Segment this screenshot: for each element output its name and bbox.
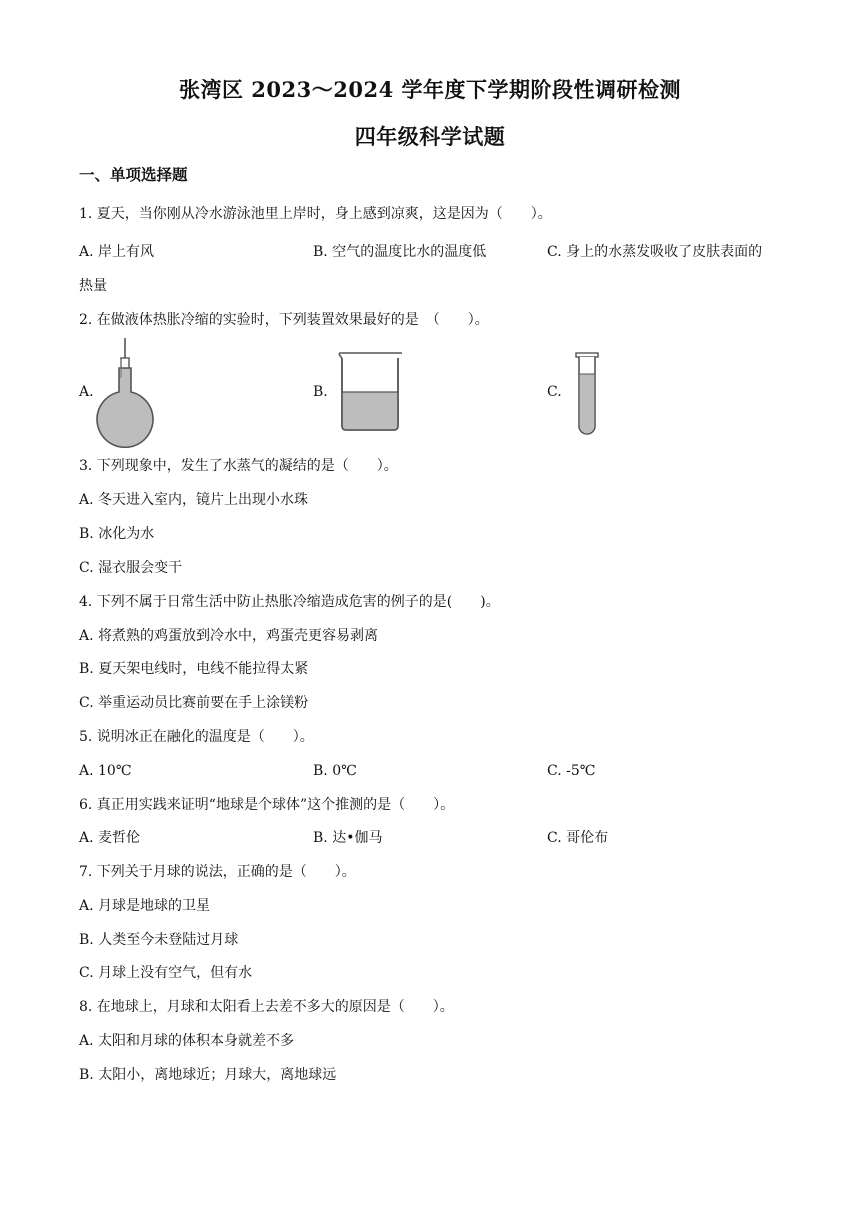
q4-option-b: B. 夏天架电线时，电线不能拉得太紧	[79, 661, 309, 677]
q6-option-a: A. 麦哲伦	[79, 830, 141, 846]
q3-option-c: C. 湿衣服会变干	[79, 560, 183, 576]
round-flask-with-tube-icon	[96, 338, 162, 448]
q5-option-c: C. -5℃	[547, 763, 596, 779]
exam-title: 张湾区 2023～2024 学年度下学期阶段性调研检测	[178, 77, 681, 102]
q1-option-b: B. 空气的温度比水的温度低	[313, 244, 487, 260]
q7-option-a: A. 月球是地球的卫星	[79, 898, 211, 914]
q5-option-a: A. 10℃	[79, 763, 132, 779]
q8-option-b: B. 太阳小，离地球近；月球大，离地球远	[79, 1067, 337, 1083]
q2-option-a: A.	[79, 384, 94, 400]
question-4-stem: 4. 下列不属于日常生活中防止热胀冷缩造成危害的例子的是( )。	[79, 594, 500, 610]
q3-option-a: A. 冬天进入室内，镜片上出现小水珠	[79, 492, 309, 508]
question-3-stem: 3. 下列现象中，发生了水蒸气的凝结的是（ ）。	[79, 458, 398, 474]
q6-option-b: B. 达•伽马	[313, 830, 383, 846]
beaker-icon	[336, 352, 406, 432]
question-5-stem: 5. 说明冰正在融化的温度是（ ）。	[79, 729, 314, 745]
q1-option-c-continuation: 热量	[79, 278, 107, 294]
q1-option-a: A. 岸上有风	[79, 244, 155, 260]
q6-option-c: C. 哥伦布	[547, 830, 609, 846]
section-heading: 一、单项选择题	[79, 165, 188, 184]
q2-option-b: B.	[313, 384, 328, 400]
exam-subtitle: 四年级科学试题	[354, 124, 506, 149]
q8-option-a: A. 太阳和月球的体积本身就差不多	[79, 1033, 295, 1049]
question-7-stem: 7. 下列关于月球的说法，正确的是（ ）。	[79, 864, 356, 880]
question-2-stem: 2. 在做液体热胀冷缩的实验时，下列装置效果最好的是 （ ）。	[79, 312, 489, 328]
q4-option-a: A. 将煮熟的鸡蛋放到冷水中，鸡蛋壳更容易剥离	[79, 628, 379, 644]
test-tube-icon	[575, 352, 599, 436]
q1-option-c: C. 身上的水蒸发吸收了皮肤表面的	[547, 244, 763, 260]
q5-option-b: B. 0℃	[313, 763, 357, 779]
question-8-stem: 8. 在地球上，月球和太阳看上去差不多大的原因是（ ）。	[79, 999, 454, 1015]
q7-option-b: B. 人类至今未登陆过月球	[79, 932, 239, 948]
q4-option-c: C. 举重运动员比赛前要在手上涂镁粉	[79, 695, 309, 711]
q2-option-c: C.	[547, 384, 562, 400]
q7-option-c: C. 月球上没有空气，但有水	[79, 965, 253, 981]
question-1-stem: 1. 夏天，当你刚从冷水游泳池里上岸时，身上感到凉爽，这是因为（ ）。	[79, 206, 552, 222]
question-6-stem: 6. 真正用实践来证明“地球是个球体”这个推测的是（ ）。	[79, 797, 455, 813]
q3-option-b: B. 冰化为水	[79, 526, 155, 542]
